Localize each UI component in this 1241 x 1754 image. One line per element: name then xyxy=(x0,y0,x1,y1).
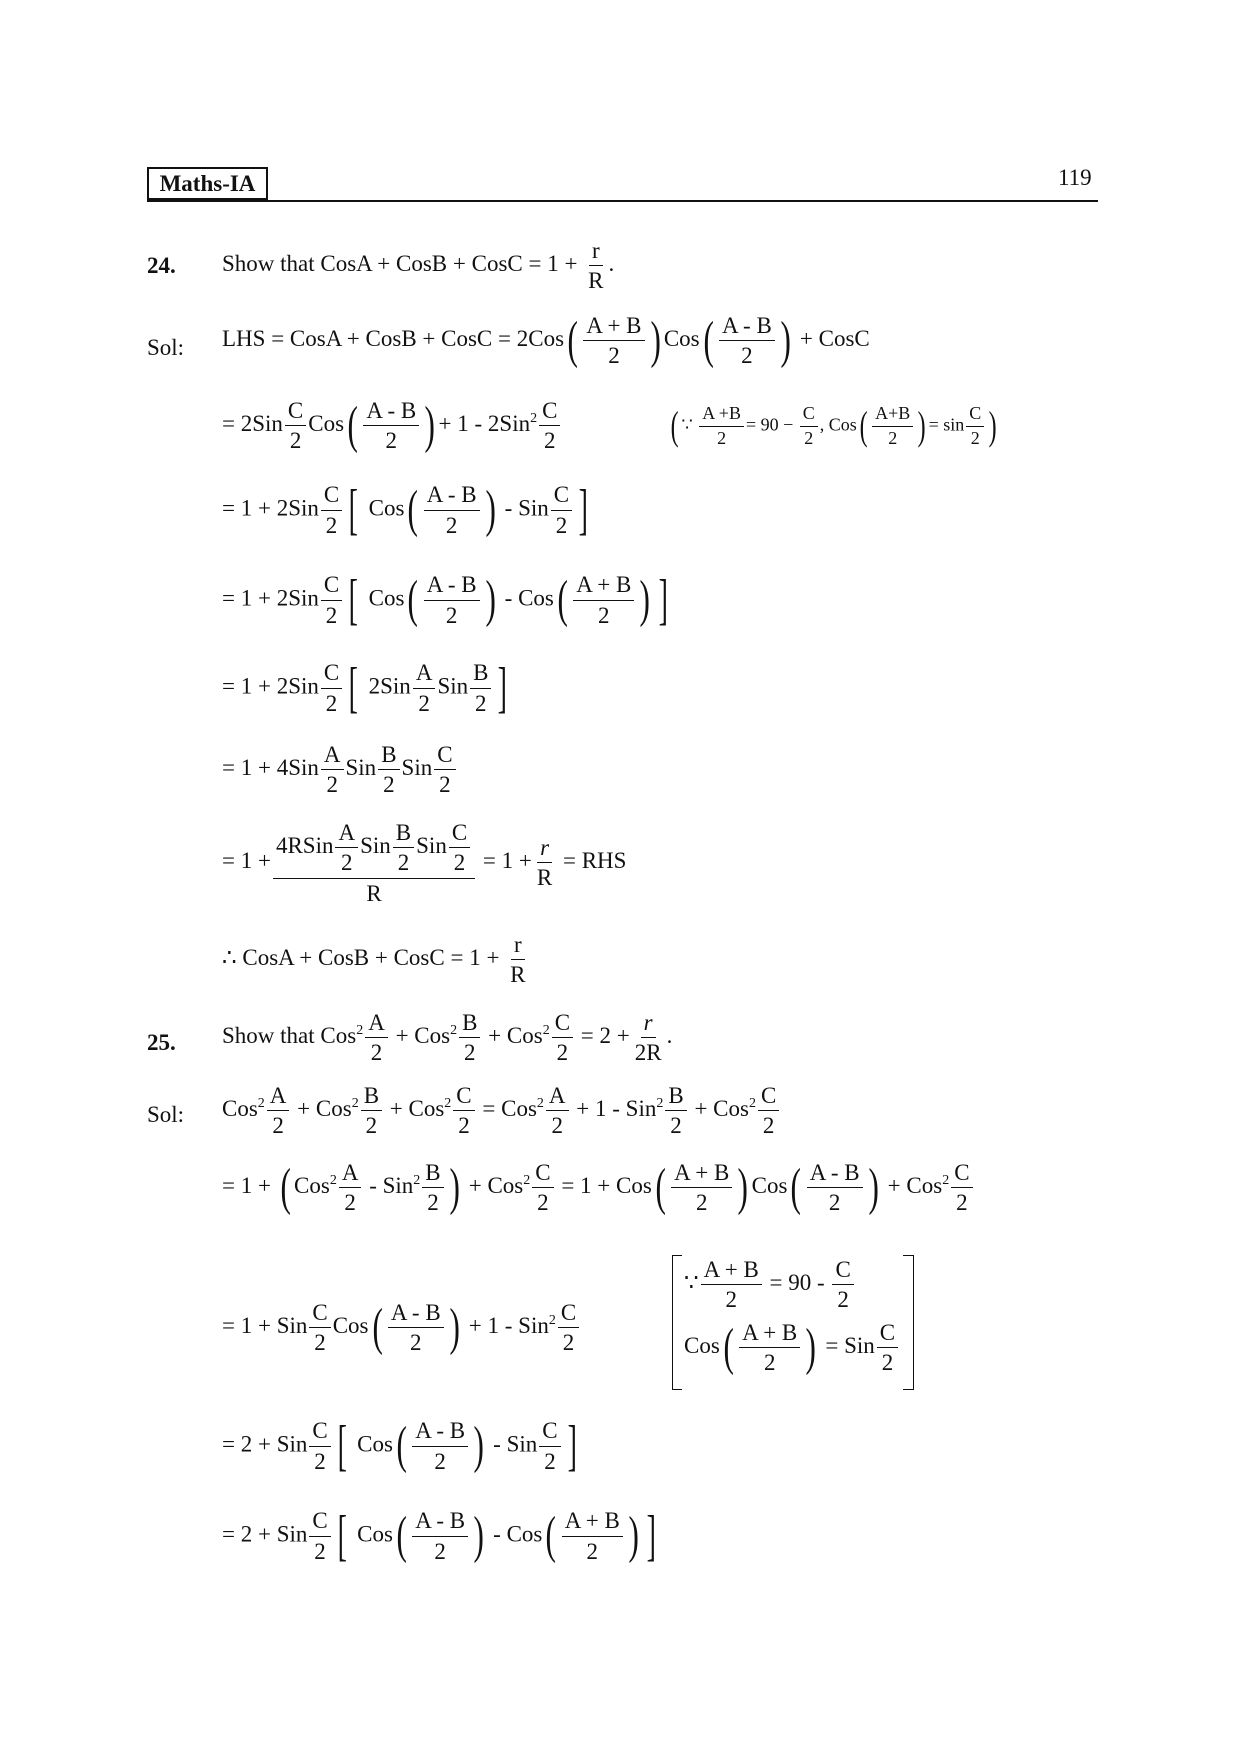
q25-note-bracket-top-left xyxy=(672,1255,682,1256)
question-24-number: 24. xyxy=(147,253,176,278)
q24-conclusion: ∴ CosA + CosB + CosC = 1 + $\frac{r}{R}$ xyxy=(222,932,526,988)
q25-note-bracket-bottom-left xyxy=(672,1389,682,1390)
q24-note: ( ∵ $\frac{A +B}{2}$ = 90 − $\frac{C}{2}$ , Cos( $\frac{A+B}{2}$ ) = sin $\frac{C}{2}$ ) xyxy=(670,403,997,449)
q24-step-3: = 1 + 2Sin $\frac{C}{2}$ [ Cos( $\frac{A - B}{2}$ ) - Sin $\frac{C}{2}$ ] xyxy=(222,479,589,541)
q25-step-1: Cos$^2$ $\frac{A}{2}$ + Cos$^2$ $\frac{B}{2}$ + Cos$^2$ $\frac{C}{2}$ = Cos$^2$ $\frac{A}{2}$ + 1 - Sin$^2$ $\frac{B}{2}$ + Cos$^2$ $\frac{C}{2}$ xyxy=(222,1083,781,1139)
q24-step-7: = 1 + 4RSin $\frac{A}{2}$ Sin $\frac{B}{2}$ Sin $\frac{C}{2}$ R = 1 + $\frac{r}{R}$ = RHS xyxy=(222,820,627,906)
q25-note-bracket-top-right xyxy=(903,1255,913,1256)
question-25-number: 25. xyxy=(147,1030,176,1055)
q24-step-4: = 1 + 2Sin $\frac{C}{2}$ [ Cos( $\frac{A - B}{2}$ ) - Cos( $\frac{A + B}{2}$ ) ] xyxy=(222,569,668,631)
q24-step-1: LHS = CosA + CosB + CosC = 2Cos( $\frac{A + B}{2}$ ) Cos( $\frac{A - B}{2}$ ) + CosC xyxy=(222,311,870,369)
q24-step-2: = 2Sin $\frac{C}{2}$ Cos( $\frac{A - B}{2}$ ) + 1 - 2Sin$^2$ $\frac{C}{2}$ xyxy=(222,398,562,454)
q25-note-line-1: ∵ $\frac{A + B}{2}$ = 90 - $\frac{C}{2}$ xyxy=(684,1257,856,1313)
question-25-statement: Show that Cos$^2$ $\frac{A}{2}$ + Cos$^2$ $\frac{B}{2}$ + Cos$^2$ $\frac{C}{2}$ = 2 + $\frac{r}{2R}$ . xyxy=(222,1010,673,1066)
q25-sol-label: Sol: xyxy=(147,1102,185,1127)
q24-step-6: = 1 + 4Sin $\frac{A}{2}$ Sin $\frac{B}{2}$ Sin $\frac{C}{2}$ xyxy=(222,742,458,798)
q25-note-bracket-bottom-right xyxy=(903,1389,913,1390)
page-number: 119 xyxy=(1058,165,1092,190)
header-rule xyxy=(147,200,1098,202)
q25-step-4: = 2 + Sin $\frac{C}{2}$ [ Cos( $\frac{A - B}{2}$ ) - Sin $\frac{C}{2}$ ] xyxy=(222,1415,577,1477)
q25-step-5: = 2 + Sin $\frac{C}{2}$ [ Cos( $\frac{A - B}{2}$ ) - Cos( $\frac{A + B}{2}$ ) ] xyxy=(222,1505,657,1567)
header-title: Maths-IA xyxy=(147,167,268,200)
q25-step-3: = 1 + Sin $\frac{C}{2}$ Cos( $\frac{A - B}{2}$ ) + 1 - Sin$^2$ $\frac{C}{2}$ xyxy=(222,1300,581,1356)
q25-note-line-2: Cos( $\frac{A + B}{2}$ ) = Sin $\frac{C}{2}$ xyxy=(684,1320,900,1376)
q24-sol-label: Sol: xyxy=(147,335,185,360)
question-24-statement: Show that CosA + CosB + CosC = 1 + $\frac{r}{R}$ . xyxy=(222,238,615,294)
q24-step-5: = 1 + 2Sin $\frac{C}{2}$ [ 2Sin $\frac{A}{2}$ Sin $\frac{B}{2}$ ] xyxy=(222,657,508,719)
q25-step-2: = 1 + ( Cos$^2$ $\frac{A}{2}$ - Sin$^2$ $\frac{B}{2}$ ) + Cos$^2$ $\frac{C}{2}$ = 1 + Cos( $\frac{A + B}{2}$ ) Cos( $\frac{A - B}{2}$ ) + Cos$^2$ $\frac{C}{2}$ xyxy=(222,1160,975,1216)
